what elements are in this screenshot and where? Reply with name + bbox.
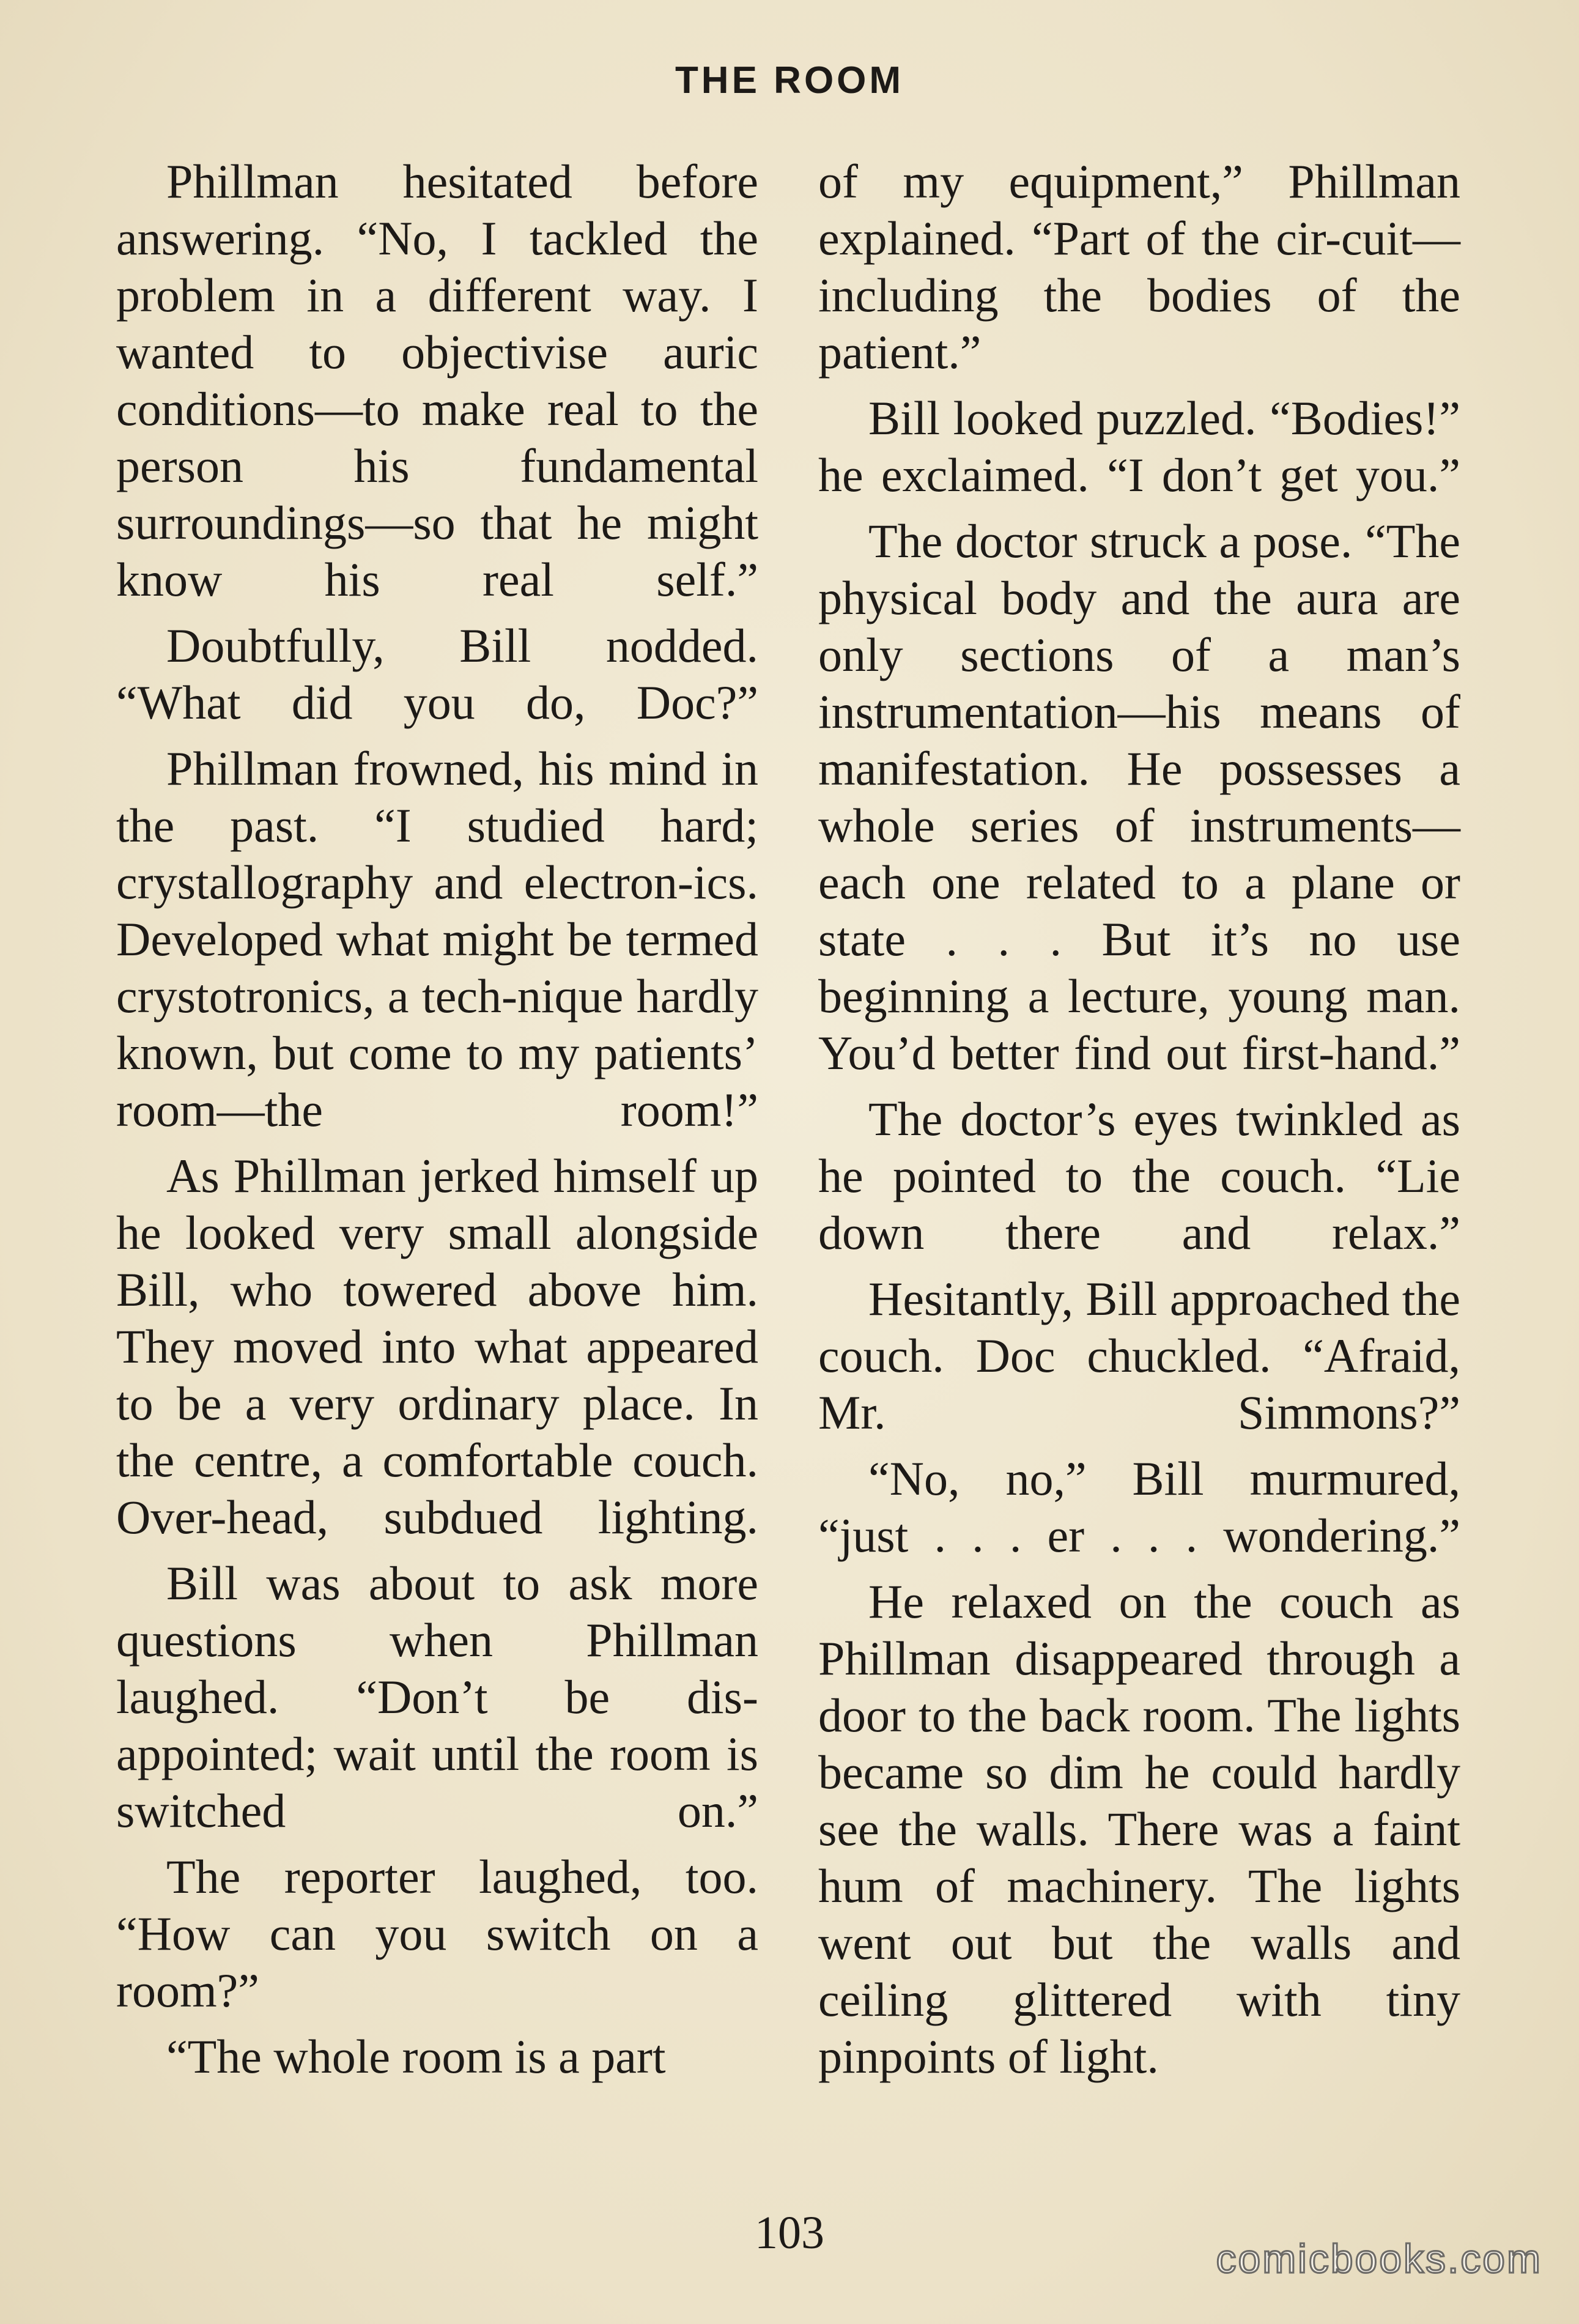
paragraph: of my equipment,” Phillman explained. “Part of the cir-cuit—including the bodies of the patient.” (818, 155, 1460, 379)
paragraph: The doctor struck a pose. “The physical body and the aura are only sections of a man’s instrumentation—his means of manifestation. He possesses a whole series of instruments—each one related to a plane or state . . . But it’s no use beginning a lecture, young man. You’d better find out first-hand.” (818, 514, 1460, 1079)
paragraph: He relaxed on the couch as Phillman disappeared through a door to the back room. The lights became so dim he could hardly see the walls. There was a faint hum of machinery. The lights went out but the walls and ceiling glittered with tiny pinpoints of light. (818, 1575, 1460, 2083)
right-column (818, 153, 1460, 2094)
paragraph: Phillman hesitated before answering. “No, I tackled the problem in a different way. I wanted to objectivise auric conditions—to make real to the person his fundamental surroundings—so that he might know his real self.” (116, 155, 758, 606)
paragraph: As Phillman jerked himself up he looked very small alongside Bill, who towered above him. They moved into what appeared to be a very ordinary place. In the centre, a comfortable couch. Over-head, subdued lighting. (116, 1149, 758, 1544)
watermark: comicbooks.com (1216, 2236, 1542, 2281)
paragraph: Bill was about to ask more questions when Phillman laughed. “Don’t be dis-appointed; wait until the room is switched on.” (116, 1556, 758, 1837)
paragraph: Bill looked puzzled. “Bodies!” he exclaimed. “I don’t get you.” (818, 391, 1460, 501)
running-head: THE ROOM (675, 59, 904, 102)
paragraph: The doctor’s eyes twinkled as he pointed to the couch. “Lie down there and relax.” (818, 1092, 1460, 1259)
paragraph: Phillman frowned, his mind in the past. “I studied hard; crystallography and electron-ics. Developed what might be termed crystotronics, a tech-nique hardly known, but come to my patients’ room—the room!” (116, 742, 758, 1136)
left-column (116, 153, 758, 2094)
page-number: 103 (755, 2207, 824, 2259)
paragraph: Doubtfully, Bill nodded. “What did you do, Doc?” (116, 619, 758, 729)
paragraph: “The whole room is a part (166, 2030, 666, 2083)
paragraph: “No, no,” Bill murmured, “just . . . er . . . wondering.” (818, 1452, 1460, 1562)
paragraph: Hesitantly, Bill approached the couch. Doc chuckled. “Afraid, Mr. Simmons?” (818, 1272, 1460, 1439)
paragraph: The reporter laughed, too. “How can you switch on a room?” (116, 1850, 758, 2017)
